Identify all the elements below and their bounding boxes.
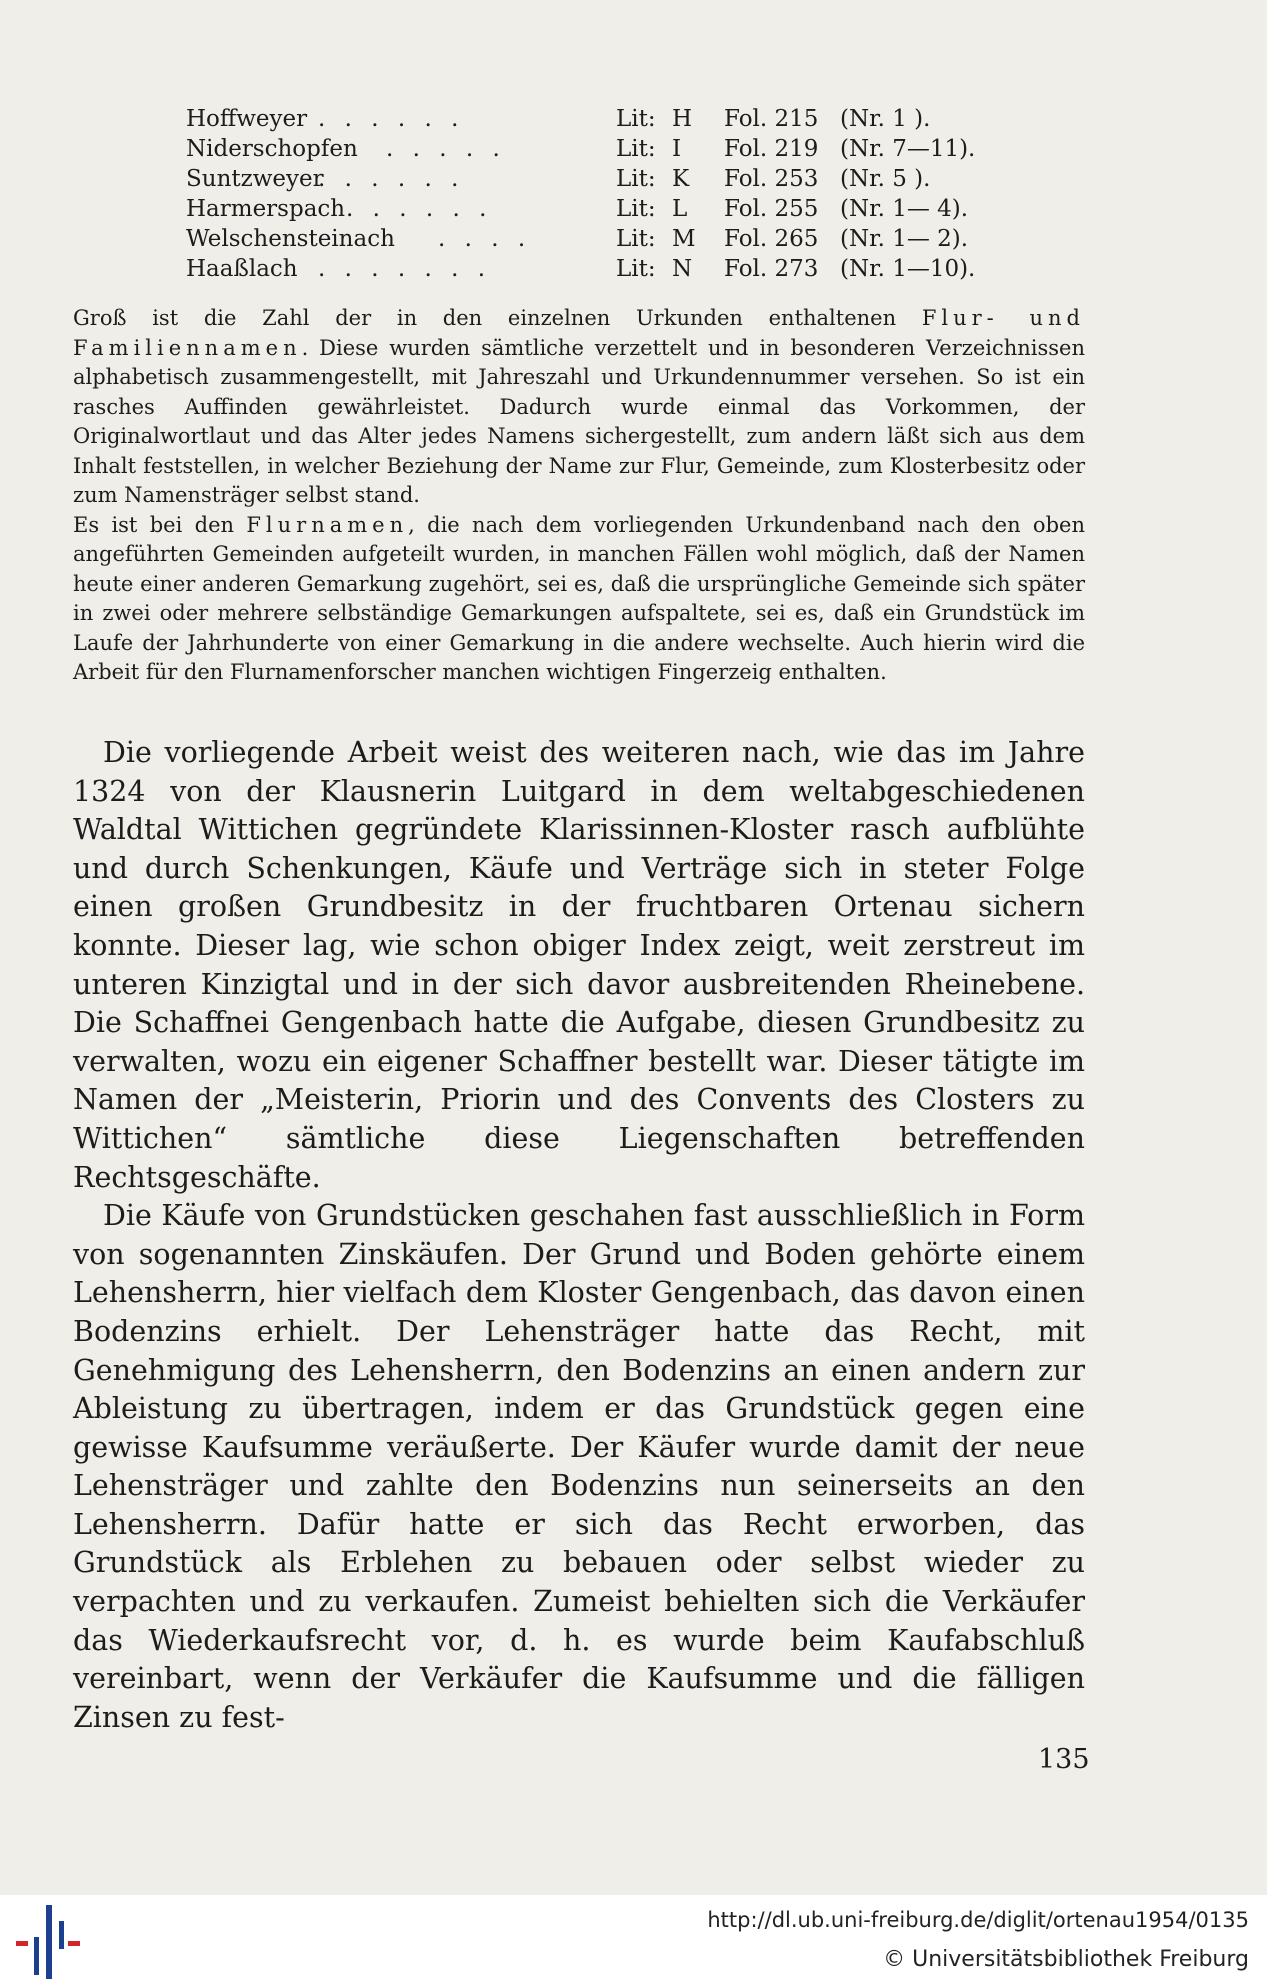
index-lit-label: Lit: [616, 256, 656, 282]
index-folio: Fol. 219 [724, 136, 819, 162]
body-paragraph: Die vorliegende Arbeit weist des weiteren nach, wie das im Jahre 1324 von der Klausnerin Luitgard in dem weltabgeschiedenen Waldtal Wittichen gegründete Klarissinnen-Kloster rasch aufblühte und durch Schenkungen, Käufe und Verträge sich in steter Folge einen großen Grundbesitz in der fruchtbaren Ortenau sichern konnte. Dieser lag, wie schon obiger Index zeigt, weit zerstreut im unteren Kinzigtal und in der sich davor ausbreitenden Rheinebene. Die Schaffnei Gengenbach hatte die Aufgabe, diesen Grundbesitz zu verwalten, wozu ein eigener Schaffner bestellt war. Dieser tätigte im Namen der „Meisterin, Priorin und des Convents des Closters zu Wittichen“ sämtliche diese Liegenschaften betreffenden Rechtsgeschäfte. [73, 736, 1085, 1194]
body-text [73, 734, 1085, 1737]
index-place-name: Suntzweyer [186, 166, 324, 192]
index-lit-label: Lit: [616, 226, 656, 252]
small-paragraph-fieldnames [73, 511, 1085, 688]
index-place-name: Niderschopfen [186, 136, 358, 162]
index-row [186, 254, 986, 284]
body-paragraph: Die Käufe von Grundstücken geschahen fast ausschließlich in Form von sogenannten Zinskäufen. Der Grund und Boden gehörte einem Lehensherrn, hier vielfach dem Kloster Gengenbach, das davon einen Bodenzins erhielt. Der Lehensträger hatte das Recht, mit Genehmigung des Lehensherrn, den Bodenzins an einen andern zur Ableistung zu übertragen, indem er das Grundstück gegen eine gewisse Kaufsumme veräußerte. Der Käufer wurde damit der neue Lehensträger und zahlte den Bodenzins nun seinerseits an den Lehensherrn. Dafür hatte er sich das Recht erworben, das Grundstück als Erblehen zu bebauen oder selbst wieder zu verpachten und zu verkaufen. Zumeist behielten sich die Verkäufer das Wiederkaufsrecht vor, d. h. es wurde beim Kaufabschluß vereinbart, wenn der Verkäufer die Kaufsumme und die fälligen Zinsen zu fest- [73, 1199, 1085, 1734]
index-lit-letter: L [672, 196, 688, 222]
index-folio: Fol. 253 [724, 166, 819, 192]
index-number-range: (Nr. 1 ). [840, 106, 931, 132]
index-leader-dots: . . . . . . [318, 106, 465, 132]
index-lit-letter: M [672, 226, 696, 252]
text-run: Es ist bei den [73, 512, 247, 537]
index-lit-letter: H [672, 106, 693, 132]
index-place-name: Haaßlach [186, 256, 298, 282]
index-folio: Fol. 265 [724, 226, 819, 252]
index-lit-label: Lit: [616, 106, 656, 132]
ub-freiburg-logo-icon [12, 1901, 82, 1981]
index-folio: Fol. 215 [724, 106, 819, 132]
copyright-notice: © Universitätsbibliothek Freiburg [883, 1947, 1249, 1972]
small-paragraph-names [73, 304, 1085, 511]
index-number-range: (Nr. 1—10). [840, 256, 976, 282]
place-index-table [186, 104, 986, 284]
index-folio: Fol. 255 [724, 196, 819, 222]
source-url[interactable]: http://dl.ub.uni-freiburg.de/diglit/ortenau1954/0135 [707, 1908, 1249, 1932]
index-number-range: (Nr. 7—11). [840, 136, 976, 162]
text-run: . Diese wurden sämtliche verzettelt und in besonderen Verzeichnissen alphabetisch zusammengestellt, mit Jahreszahl und Urkundennummer versehen. So ist ein rasches Auffinden gewährleistet. Dadurch wurde einmal das Vorkommen, der Originalwortlaut und das Alter jedes Namens sichergestellt, zum andern läßt sich aus dem Inhalt feststellen, in welcher Beziehung der Name zur Flur, Gemeinde, zum Klosterbesitz oder zum Namensträger selbst stand. [73, 335, 1085, 507]
index-lit-label: Lit: [616, 136, 656, 162]
index-row [186, 194, 986, 224]
index-number-range: (Nr. 1— 2). [840, 226, 969, 252]
index-lit-letter: K [672, 166, 690, 192]
text-run: Groß ist die Zahl der in den einzelnen Urkunden enthaltenen [73, 306, 922, 330]
index-row [186, 224, 986, 254]
index-number-range: (Nr. 1— 4). [840, 196, 969, 222]
index-leader-dots: . . . . . . . [318, 256, 492, 282]
index-row [186, 104, 986, 134]
index-row [186, 164, 986, 194]
small-print-section [73, 304, 1085, 688]
index-number-range: (Nr. 5 ). [840, 166, 931, 192]
index-leader-dots: . . . . . . [346, 196, 493, 222]
spaced-emphasis: Flurnamen [246, 512, 409, 537]
index-leader-dots: . . . . . . [318, 166, 465, 192]
index-place-name: Hoffweyer [186, 106, 308, 132]
index-place-name: Welschensteinach [186, 226, 395, 252]
index-place-name: Harmerspach [186, 196, 346, 222]
page-number: 135 [1038, 1744, 1090, 1775]
index-leader-dots: . . . . . [386, 136, 506, 162]
index-lit-label: Lit: [616, 166, 656, 192]
text-run: , die nach dem vorliegenden Urkundenband nach den oben angeführten Gemeinden aufgeteilt wurden, in manchen Fällen wohl möglich, daß der Namen heute einer anderen Gemarkung zugehört, sei es, daß die ursprüngliche Gemeinde sich später in zwei oder mehrere selbständige Gemarkungen aufspaltete, sei es, daß ein Grundstück im Laufe der Jahrhunderte von einer Gemarkung in die andere wechselte. Auch hierin wird die Arbeit für den Flurnamenforscher manchen wichtigen Fingerzeig enthalten. [73, 512, 1085, 684]
index-lit-label: Lit: [616, 196, 656, 222]
footer-bar [0, 1895, 1267, 1984]
index-leader-dots: . . . . [438, 226, 532, 252]
spaced-emphasis: Flur- und Familiennamen [73, 306, 1085, 360]
index-lit-letter: I [672, 136, 682, 162]
index-lit-letter: N [672, 256, 693, 282]
index-row [186, 134, 986, 164]
index-folio: Fol. 273 [724, 256, 819, 282]
